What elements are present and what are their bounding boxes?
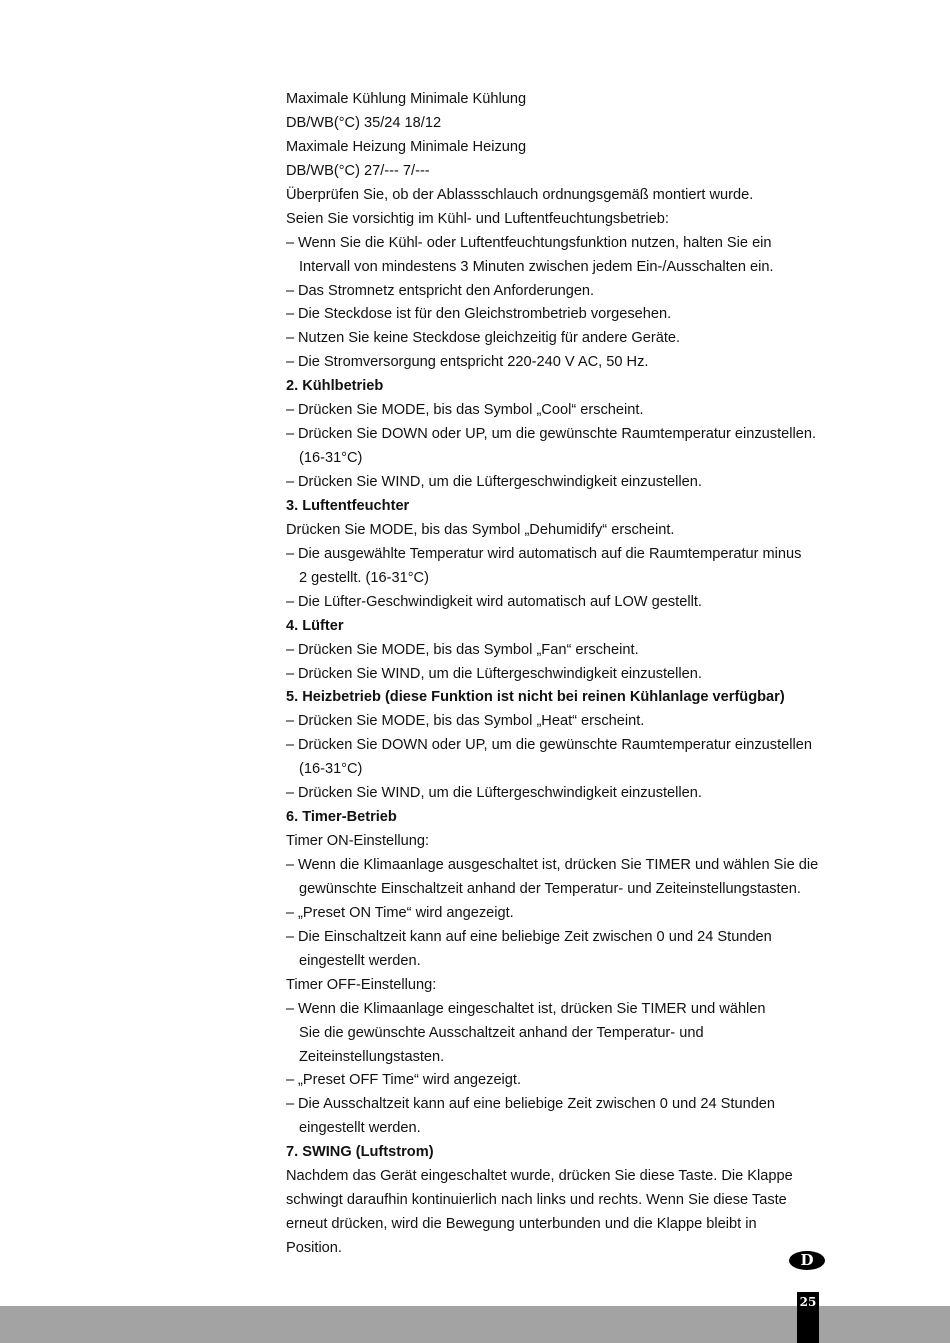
dash-marker: – <box>286 928 295 945</box>
bullet-item <box>286 543 876 567</box>
text-line: Drücken Sie MODE, bis das Symbol „Dehumidify“ erscheint. <box>286 521 675 538</box>
bullet-text: Drücken Sie DOWN oder UP, um die gewünschte Raumtemperatur einzustellen <box>298 737 812 754</box>
text-line: Seien Sie vorsichtig im Kühl- und Luftentfeuchtungsbetrieb: <box>286 210 669 227</box>
text-line: Überprüfen Sie, ob der Ablassschlauch ordnungsgemäß montiert wurde. <box>286 186 754 203</box>
bullet-item <box>286 734 876 758</box>
bullet-item <box>286 1069 876 1093</box>
continuation-line: eingestellt werden. <box>299 1120 421 1137</box>
bullet-text: Nutzen Sie keine Steckdose gleichzeitig für andere Geräte. <box>298 330 681 347</box>
text-line: Timer ON-Einstellung: <box>286 833 430 850</box>
text-line: Nachdem das Gerät eingeschaltet wurde, drücken Sie diese Taste. Die Klappe <box>286 1168 793 1185</box>
bullet-item <box>286 710 876 734</box>
continuation-line: Intervall von mindestens 3 Minuten zwischen jedem Ein-/Ausschalten ein. <box>299 258 774 275</box>
bullet-text: Die Ausschaltzeit kann auf eine beliebige Zeit zwischen 0 und 24 Stunden <box>298 1096 776 1113</box>
text-line: schwingt daraufhin kontinuierlich nach links und rechts. Wenn Sie diese Taste <box>286 1192 787 1209</box>
section-heading-timer: 6. Timer-Betrieb <box>286 809 397 826</box>
text-line: DB/WB(°C) 27/--- 7/--- <box>286 162 430 179</box>
document-body <box>286 88 876 1261</box>
bullet-text: Drücken Sie WIND, um die Lüftergeschwindigkeit einzustellen. <box>298 665 702 682</box>
bullet-item <box>286 280 876 304</box>
bullet-text: Drücken Sie DOWN oder UP, um die gewünschte Raumtemperatur einzustellen. <box>298 426 817 443</box>
bullet-text: Drücken Sie MODE, bis das Symbol „Cool“ erscheint. <box>298 402 644 419</box>
bullet-text: „Preset OFF Time“ wird angezeigt. <box>298 1072 522 1089</box>
continuation-line: Sie die gewünschte Ausschaltzeit anhand der Temperatur- und <box>299 1024 704 1041</box>
bullet-item <box>286 854 876 878</box>
section-heading-luefter: 4. Lüfter <box>286 617 344 634</box>
dash-marker: – <box>286 545 295 562</box>
continuation-line: eingestellt werden. <box>299 952 421 969</box>
bullet-item <box>286 591 876 615</box>
text-line: Maximale Kühlung Minimale Kühlung <box>286 91 527 107</box>
section-heading-luftentfeuchter: 3. Luftentfeuchter <box>286 497 410 514</box>
language-badge: D <box>789 1251 825 1270</box>
page-number: 25 <box>797 1292 819 1343</box>
bullet-item <box>286 639 876 663</box>
section-heading-kuehlbetrieb: 2. Kühlbetrieb <box>286 378 384 395</box>
dash-marker: – <box>286 641 295 658</box>
dash-marker: – <box>286 306 295 323</box>
bullet-text: Die Steckdose ist für den Gleichstrombetrieb vorgesehen. <box>298 306 672 323</box>
continuation-line: 2 gestellt. (16-31°C) <box>299 569 429 586</box>
dash-marker: – <box>286 1000 295 1017</box>
dash-marker: – <box>286 474 295 490</box>
bullet-text: „Preset ON Time“ wird angezeigt. <box>298 904 514 921</box>
dash-marker: – <box>286 402 295 419</box>
continuation-line: Zeiteinstellungstasten. <box>299 1048 445 1065</box>
continuation-line: gewünschte Einschaltzeit anhand der Temperatur- und Zeiteinstellungstasten. <box>299 880 801 897</box>
continuation-line: (16-31°C) <box>299 761 363 778</box>
bullet-item <box>286 327 876 351</box>
bullet-text: Das Stromnetz entspricht den Anforderungen. <box>298 282 595 299</box>
bullet-item <box>286 902 876 926</box>
dash-marker: – <box>286 857 295 873</box>
dash-marker: – <box>286 330 295 347</box>
dash-marker: – <box>286 713 295 730</box>
section-heading-swing: 7. SWING (Luftstrom) <box>286 1144 434 1161</box>
bullet-text: Wenn die Klimaanlage eingeschaltet ist, drücken Sie TIMER und wählen <box>298 1000 766 1017</box>
bullet-text: Die Lüfter-Geschwindigkeit wird automatisch auf LOW gestellt. <box>298 593 702 610</box>
bullet-text: Drücken Sie MODE, bis das Symbol „Fan“ erscheint. <box>298 641 639 658</box>
text-line: Timer OFF-Einstellung: <box>286 976 437 993</box>
bullet-item <box>286 998 876 1022</box>
text-line: Position. <box>286 1240 342 1256</box>
bullet-text: Wenn die Klimaanlage ausgeschaltet ist, drücken Sie TIMER und wählen Sie die <box>298 857 819 873</box>
text-line: erneut drücken, wird die Bewegung unterbunden und die Klappe bleibt in <box>286 1216 757 1233</box>
dash-marker: – <box>286 785 295 802</box>
bullet-item <box>286 663 876 687</box>
bullet-item <box>286 782 876 806</box>
bullet-item <box>286 303 876 327</box>
bullet-text: Drücken Sie MODE, bis das Symbol „Heat“ erscheint. <box>298 713 645 730</box>
dash-marker: – <box>286 282 295 299</box>
text-line: Maximale Heizung Minimale Heizung <box>286 138 527 155</box>
text-line: DB/WB(°C) 35/24 18/12 <box>286 114 442 131</box>
bullet-text: Die Einschaltzeit kann auf eine beliebige Zeit zwischen 0 und 24 Stunden <box>298 928 772 945</box>
bullet-text: Die Stromversorgung entspricht 220-240 V AC, 50 Hz. <box>298 354 649 371</box>
bullet-text: Wenn Sie die Kühl- oder Luftentfeuchtungsfunktion nutzen, halten Sie ein <box>298 234 772 251</box>
dash-marker: – <box>286 904 295 921</box>
dash-marker: – <box>286 234 295 251</box>
bullet-text: Die ausgewählte Temperatur wird automatisch auf die Raumtemperatur minus <box>298 545 802 562</box>
continuation-line: (16-31°C) <box>299 450 363 467</box>
bullet-text: Drücken Sie WIND, um die Lüftergeschwindigkeit einzustellen. <box>298 785 702 802</box>
dash-marker: – <box>286 426 295 443</box>
dash-marker: – <box>286 1072 295 1089</box>
section-heading-heizbetrieb: 5. Heizbetrieb (diese Funktion ist nicht bei reinen Kühlanlage verfügbar) <box>286 689 785 706</box>
bullet-item <box>286 351 876 375</box>
dash-marker: – <box>286 1096 295 1113</box>
dash-marker: – <box>286 665 295 682</box>
bullet-item <box>286 399 876 423</box>
bullet-item <box>286 232 876 256</box>
dash-marker: – <box>286 593 295 610</box>
bullet-item <box>286 1093 876 1117</box>
bullet-text: Drücken Sie WIND, um die Lüftergeschwindigkeit einzustellen. <box>298 474 702 490</box>
bullet-item <box>286 423 876 447</box>
dash-marker: – <box>286 737 295 754</box>
bullet-item <box>286 471 876 495</box>
bullet-item <box>286 926 876 950</box>
dash-marker: – <box>286 354 295 371</box>
